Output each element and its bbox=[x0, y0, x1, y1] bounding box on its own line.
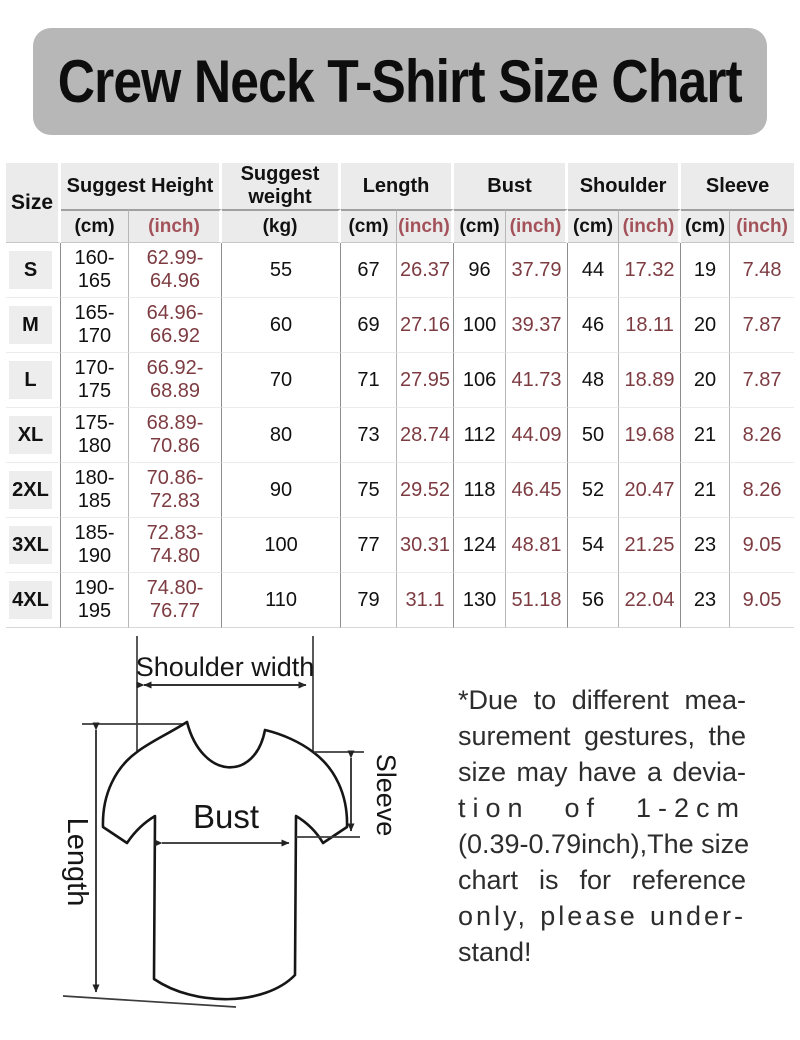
cell-weight-kg: 90 bbox=[222, 463, 341, 518]
cell-bust-inch: 44.09 bbox=[506, 408, 568, 463]
cell-length-cm: 73 bbox=[341, 408, 397, 463]
cell-shoulder-inch: 19.68 bbox=[619, 408, 681, 463]
cell-weight-kg: 60 bbox=[222, 298, 341, 353]
column-header-shoulder: Shoulder bbox=[568, 163, 681, 209]
tshirt-outline bbox=[103, 722, 347, 999]
cell-shoulder-inch: 18.11 bbox=[619, 298, 681, 353]
unit-length-inch: (inch) bbox=[397, 209, 454, 243]
tshirt-measurement-diagram bbox=[30, 630, 450, 1040]
cell-sleeve-inch: 9.05 bbox=[730, 573, 794, 628]
unit-height-cm: (cm) bbox=[61, 209, 129, 243]
size-label: S bbox=[6, 243, 61, 298]
cell-sleeve-cm: 23 bbox=[681, 573, 730, 628]
cell-sleeve-inch: 7.87 bbox=[730, 353, 794, 408]
cell-length-cm: 67 bbox=[341, 243, 397, 298]
note-line: surement gestures, the bbox=[458, 721, 746, 751]
cell-bust-inch: 48.81 bbox=[506, 518, 568, 573]
cell-bust-cm: 130 bbox=[454, 573, 506, 628]
size-label: 4XL bbox=[6, 573, 61, 628]
unit-sleeve-cm: (cm) bbox=[681, 209, 730, 243]
cell-sleeve-cm: 20 bbox=[681, 353, 730, 408]
table-row-2xl bbox=[6, 463, 794, 518]
cell-height-cm: 165-170 bbox=[61, 298, 129, 353]
cell-height-cm: 185-190 bbox=[61, 518, 129, 573]
size-label: L bbox=[6, 353, 61, 408]
note-line: tion of 1-2cm bbox=[458, 793, 746, 823]
shoulder-width-label: Shoulder width bbox=[135, 652, 315, 682]
cell-bust-inch: 46.45 bbox=[506, 463, 568, 518]
size-label: 2XL bbox=[6, 463, 61, 518]
cell-bust-inch: 41.73 bbox=[506, 353, 568, 408]
table-row-m bbox=[6, 298, 794, 353]
cell-height-inch: 66.92-68.89 bbox=[129, 353, 222, 408]
cell-shoulder-cm: 48 bbox=[568, 353, 619, 408]
column-header-bust: Bust bbox=[454, 163, 568, 209]
length-label: Length bbox=[61, 817, 93, 907]
cell-shoulder-cm: 52 bbox=[568, 463, 619, 518]
unit-height-inch: (inch) bbox=[129, 209, 222, 243]
column-header-length: Length bbox=[341, 163, 454, 209]
cell-shoulder-cm: 54 bbox=[568, 518, 619, 573]
cell-bust-inch: 39.37 bbox=[506, 298, 568, 353]
cell-height-inch: 70.86-72.83 bbox=[129, 463, 222, 518]
note-line: chart is for reference bbox=[458, 865, 746, 895]
unit-shoulder-inch: (inch) bbox=[619, 209, 681, 243]
size-label: 3XL bbox=[6, 518, 61, 573]
size-label: XL bbox=[6, 408, 61, 463]
cell-sleeve-cm: 21 bbox=[681, 408, 730, 463]
title-banner bbox=[33, 28, 767, 135]
cell-bust-inch: 51.18 bbox=[506, 573, 568, 628]
cell-bust-cm: 112 bbox=[454, 408, 506, 463]
unit-sleeve-inch: (inch) bbox=[730, 209, 794, 243]
cell-sleeve-cm: 20 bbox=[681, 298, 730, 353]
shoulder-width-measure bbox=[136, 636, 315, 751]
column-header-size: Size bbox=[6, 163, 61, 243]
table-row-s bbox=[6, 243, 794, 298]
unit-bust-cm: (cm) bbox=[454, 209, 506, 243]
cell-bust-inch: 37.79 bbox=[506, 243, 568, 298]
size-chart-table bbox=[6, 163, 794, 628]
cell-height-inch: 62.99-64.96 bbox=[129, 243, 222, 298]
cell-length-inch: 31.1 bbox=[397, 573, 454, 628]
cell-weight-kg: 55 bbox=[222, 243, 341, 298]
table-group-header-row bbox=[6, 163, 794, 209]
cell-sleeve-cm: 19 bbox=[681, 243, 730, 298]
cell-sleeve-inch: 9.05 bbox=[730, 518, 794, 573]
table-row-xl bbox=[6, 408, 794, 463]
unit-shoulder-cm: (cm) bbox=[568, 209, 619, 243]
note-line: (0.39-0.79inch),The size bbox=[458, 829, 750, 859]
unit-weight-kg: (kg) bbox=[222, 209, 341, 243]
table-unit-header-row bbox=[6, 209, 794, 243]
cell-bust-cm: 100 bbox=[454, 298, 506, 353]
cell-height-inch: 68.89-70.86 bbox=[129, 408, 222, 463]
size-label: M bbox=[6, 298, 61, 353]
cell-height-cm: 160-165 bbox=[61, 243, 129, 298]
cell-bust-cm: 124 bbox=[454, 518, 506, 573]
bust-label: Bust bbox=[192, 798, 260, 835]
cell-shoulder-inch: 17.32 bbox=[619, 243, 681, 298]
unit-length-cm: (cm) bbox=[341, 209, 397, 243]
cell-height-inch: 74.80-76.77 bbox=[129, 573, 222, 628]
cell-length-cm: 77 bbox=[341, 518, 397, 573]
cell-weight-kg: 70 bbox=[222, 353, 341, 408]
cell-length-inch: 27.16 bbox=[397, 298, 454, 353]
cell-length-cm: 79 bbox=[341, 573, 397, 628]
note-line: *Due to different mea- bbox=[458, 685, 746, 715]
cell-shoulder-inch: 20.47 bbox=[619, 463, 681, 518]
cell-length-inch: 28.74 bbox=[397, 408, 454, 463]
cell-height-cm: 170-175 bbox=[61, 353, 129, 408]
cell-length-cm: 75 bbox=[341, 463, 397, 518]
cell-sleeve-inch: 8.26 bbox=[730, 408, 794, 463]
cell-length-inch: 30.31 bbox=[397, 518, 454, 573]
unit-bust-inch: (inch) bbox=[506, 209, 568, 243]
table-row-l bbox=[6, 353, 794, 408]
cell-shoulder-inch: 22.04 bbox=[619, 573, 681, 628]
page-title: Crew Neck T-Shirt Size Chart bbox=[57, 48, 743, 115]
cell-bust-cm: 118 bbox=[454, 463, 506, 518]
cell-length-inch: 29.52 bbox=[397, 463, 454, 518]
cell-length-cm: 71 bbox=[341, 353, 397, 408]
cell-shoulder-cm: 46 bbox=[568, 298, 619, 353]
column-header-suggest-height: Suggest Height bbox=[61, 163, 222, 209]
cell-shoulder-cm: 50 bbox=[568, 408, 619, 463]
note-line: stand! bbox=[458, 937, 532, 967]
table-row-3xl bbox=[6, 518, 794, 573]
column-header-suggest-weight: Suggest weight bbox=[222, 163, 341, 209]
table-row-4xl bbox=[6, 573, 794, 628]
cell-shoulder-inch: 18.89 bbox=[619, 353, 681, 408]
cell-height-inch: 72.83-74.80 bbox=[129, 518, 222, 573]
sleeve-label: Sleeve bbox=[371, 753, 401, 837]
cell-bust-cm: 96 bbox=[454, 243, 506, 298]
cell-height-cm: 190-195 bbox=[61, 573, 129, 628]
cell-sleeve-inch: 8.26 bbox=[730, 463, 794, 518]
cell-length-inch: 26.37 bbox=[397, 243, 454, 298]
note-text bbox=[458, 682, 750, 970]
cell-height-inch: 64.96-66.92 bbox=[129, 298, 222, 353]
cell-weight-kg: 110 bbox=[222, 573, 341, 628]
cell-height-cm: 180-185 bbox=[61, 463, 129, 518]
note-line: only, please under- bbox=[458, 901, 746, 931]
column-header-sleeve: Sleeve bbox=[681, 163, 794, 209]
cell-sleeve-inch: 7.48 bbox=[730, 243, 794, 298]
cell-weight-kg: 100 bbox=[222, 518, 341, 573]
cell-height-cm: 175-180 bbox=[61, 408, 129, 463]
cell-length-cm: 69 bbox=[341, 298, 397, 353]
cell-shoulder-inch: 21.25 bbox=[619, 518, 681, 573]
cell-bust-cm: 106 bbox=[454, 353, 506, 408]
cell-sleeve-cm: 23 bbox=[681, 518, 730, 573]
cell-sleeve-inch: 7.87 bbox=[730, 298, 794, 353]
cell-sleeve-cm: 21 bbox=[681, 463, 730, 518]
note-line: size may have a devia- bbox=[458, 757, 746, 787]
cell-shoulder-cm: 44 bbox=[568, 243, 619, 298]
cell-weight-kg: 80 bbox=[222, 408, 341, 463]
cell-shoulder-cm: 56 bbox=[568, 573, 619, 628]
cell-length-inch: 27.95 bbox=[397, 353, 454, 408]
